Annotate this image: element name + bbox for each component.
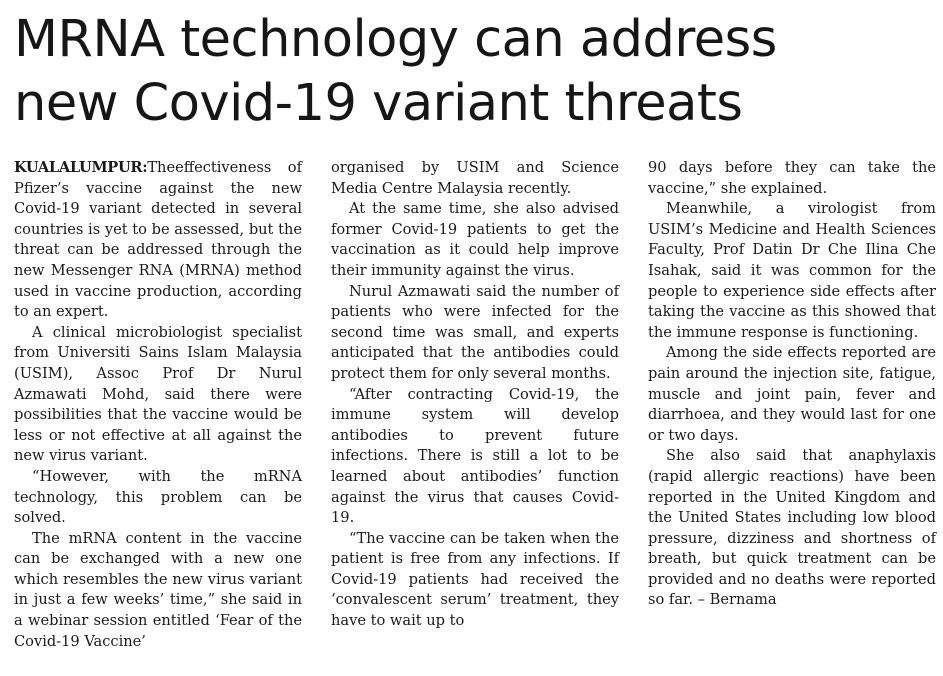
text-column-1 bbox=[14, 158, 302, 652]
paragraph bbox=[14, 158, 302, 323]
paragraph: “The vaccine can be taken when the patient is free from any infections. If Covid-19 patients had received the ‘convalescent serum’ treatment, they have to wait up to bbox=[331, 529, 619, 630]
text-column-3 bbox=[648, 158, 936, 611]
paragraph: Meanwhile, a virologist from USIM’s Medicine and Health Sciences Faculty, Prof Datin Dr Che Ilina Che Isahak, said it was common for the people to experience side effects after taking the vaccine as this showed that the immune response is functioning. bbox=[648, 200, 936, 341]
paragraph: A clinical microbiologist specialist from Universiti Sains Islam Malaysia (USIM), Assoc Prof Dr Nurul Azmawati Mohd, said there were possibilities that the vaccine would be less or not effective at all against the new virus variant. bbox=[14, 323, 302, 465]
paragraph-continued: 90 days before they can take the vaccine,” she explained. bbox=[648, 159, 936, 197]
paragraph: “However, with the mRNA technology, this problem can be solved. bbox=[14, 467, 302, 527]
paragraph-text: Theeffectiveness of Pfizer’s vaccine against the new Covid-19 variant detected in several countries is yet to be assessed, but the threat can be addressed through the new Messenger RNA (MRNA) method used in vaccine production, according to an expert. bbox=[14, 159, 302, 321]
paragraph: The mRNA content in the vaccine can be exchanged with a new one which resembles the new virus variant in just a few weeks’ time,” she said in a webinar session entitled ‘Fear of the Covid-19 Vaccine’ bbox=[14, 529, 302, 650]
paragraph: She also said that anaphylaxis (rapid allergic reactions) have been reported in the United Kingdom and the United States including low blood pressure, dizziness and shortness of breath, but quick treatment can be provided and no deaths were reported so far. – Bernama bbox=[648, 447, 936, 609]
headline-line-2: new Covid-19 variant threats bbox=[14, 74, 743, 133]
headline-line-1: MRNA technology can address bbox=[14, 10, 777, 69]
dateline: KUALALUMPUR: bbox=[14, 159, 148, 176]
paragraph: “After contracting Covid-19, the immune system will develop antibodies to prevent future infections. There is still a lot to be learned about antibodies’ function against the virus that causes Covid-19. bbox=[331, 385, 619, 527]
paragraph-continued: organised by USIM and Science Media Centre Malaysia recently. bbox=[331, 159, 619, 197]
article-headline bbox=[14, 8, 934, 136]
paragraph: Among the side effects reported are pain around the injection site, fatigue, muscle and joint pain, fever and diarrhoea, and they would last for one or two days. bbox=[648, 344, 936, 444]
article-body bbox=[14, 158, 936, 670]
paragraph: Nurul Azmawati said the number of patients who were infected for the second time was small, and experts anticipated that the antibodies could protect them for only several months. bbox=[331, 282, 619, 382]
text-column-2 bbox=[331, 158, 619, 632]
paragraph: At the same time, she also advised former Covid-19 patients to get the vaccination as it could help improve their immunity against the virus. bbox=[331, 200, 619, 279]
